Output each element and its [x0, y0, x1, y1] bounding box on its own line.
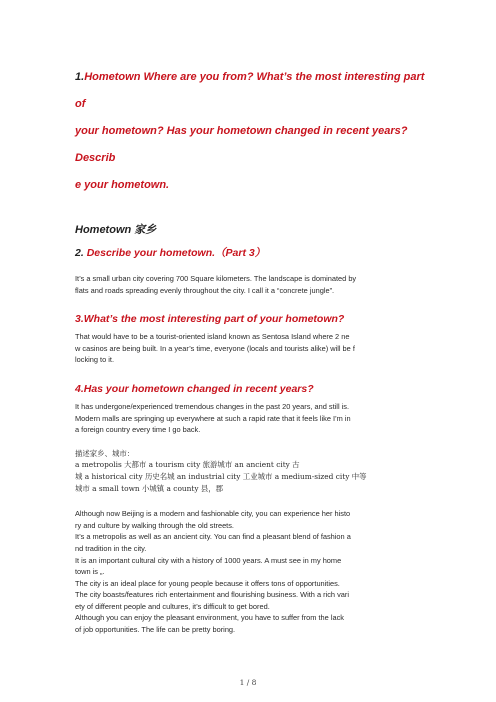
example-line: It’s a metropolis as well as an ancient city. You can find a pleasant blend of fashion a — [75, 532, 351, 542]
vocabulary-line: 城 a historical city 历史名城 an industrial city 工业城市 a medium-sized city 中等 — [75, 471, 367, 481]
answer-2-line: flats and roads spreading evenly throughout the city. I call it a “concrete jungle”. — [75, 285, 335, 295]
question-2-text: Describe your hometown.（Part 3） — [86, 247, 266, 259]
vocabulary-section — [75, 448, 430, 494]
answer-4-line: Modern malls are springing up everywhere at such a rapid rate that it feels like I’m in — [75, 413, 351, 423]
question-1-line-1 — [75, 64, 430, 118]
answer-2-line: It’s a small urban city covering 700 Square kilometers. The landscape is dominated by — [75, 274, 357, 283]
hometown-heading — [75, 221, 430, 237]
question-1 — [75, 64, 430, 199]
hometown-heading-en: Hometown — [75, 224, 135, 236]
question-4: 4.Has your hometown changed in recent years? — [75, 382, 314, 395]
question-1-line-2: your hometown? Has your hometown changed in recent years? Describ — [75, 125, 408, 164]
example-sentences — [75, 508, 430, 636]
example-line: Although you can enjoy the pleasant environment, you have to suffer from the lack — [75, 613, 344, 623]
answer-3-line: locking to it. — [75, 355, 115, 365]
answer-3 — [75, 331, 430, 366]
question-2 — [75, 246, 430, 261]
vocabulary-line: 城市 a small town 小城镇 a county 县，郡 — [75, 483, 224, 493]
example-line: nd tradition in the city. — [75, 543, 147, 553]
example-line: It is an important cultural city with a history of 1000 years. A must see in my home — [75, 555, 342, 565]
question-1-number: 1. — [75, 71, 85, 83]
answer-2 — [75, 273, 430, 296]
example-line: The city is an ideal place for young people because it offers tons of opportunities. — [75, 578, 340, 588]
question-1-line-3: e your hometown. — [75, 179, 170, 191]
vocabulary-title: 描述家乡、城市： — [75, 448, 135, 458]
example-line: ry and culture by walking through the old streets. — [75, 520, 234, 530]
question-3: 3.What’s the most interesting part of your hometown? — [75, 313, 345, 326]
example-line: ety of different people and cultures, it’s difficult to get bored. — [75, 601, 270, 611]
answer-3-line: w casinos are being built. In a year’s time, everyone (locals and tourists alike) will be f — [75, 343, 355, 353]
answer-3-line: That would have to be a tourist-oriented island known as Sentosa Island where 2 ne — [75, 332, 350, 342]
question-1-text-1: Hometown Where are you from? What’s the most interesting part of — [75, 71, 425, 110]
page-content — [75, 60, 430, 636]
question-2-number: 2. — [75, 247, 87, 259]
example-line: of job opportunities. The life can be pretty boring. — [75, 625, 236, 635]
page-number: 1 / 8 — [239, 678, 257, 687]
hometown-heading-zh: 家乡 — [134, 223, 157, 236]
example-line: The city boasts/features rich entertainment and flourishing business. With a rich vari — [75, 590, 349, 600]
answer-4-line: a foreign country every time I go back. — [75, 425, 201, 435]
example-line: town is „. — [75, 567, 105, 577]
vocabulary-line: a metropolis 大都市 a tourism city 旅游城市 an ancient city 古 — [75, 460, 300, 470]
answer-4-line: It has undergone/experienced tremendous changes in the past 20 years, and still is. — [75, 401, 350, 411]
answer-4 — [75, 401, 430, 436]
example-line: Although now Beijing is a modern and fashionable city, you can experience her histo — [75, 509, 351, 519]
